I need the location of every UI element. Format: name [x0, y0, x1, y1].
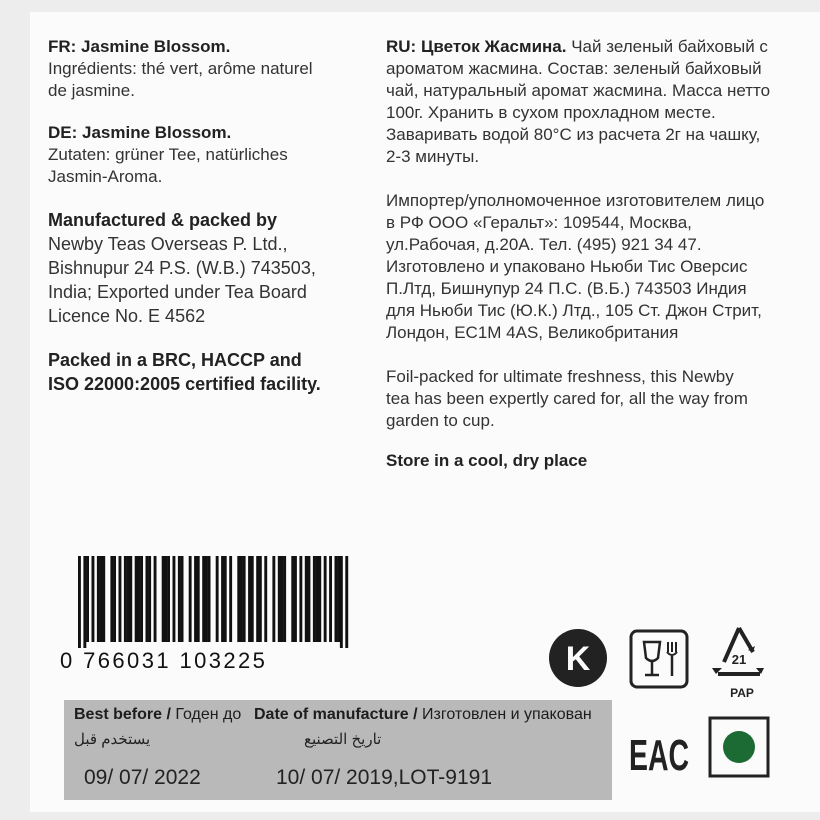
recycle-number: 21: [731, 652, 747, 667]
barcode-bar: [86, 556, 89, 642]
barcode-bar: [256, 556, 259, 642]
barcode-bar: [113, 556, 116, 642]
recycle-triangle-icon: [708, 624, 770, 684]
barcode-bar: [164, 556, 167, 642]
manufacture-arabic: تاريخ التصنيع: [304, 731, 382, 748]
barcode-bar: [324, 556, 327, 642]
importer-line: для Ньюби Тис (Ю.К.) Лтд., 105 Ст. Джон Стрит,: [386, 301, 762, 320]
ru-first-line-rest: Чай зеленый байховый с: [566, 37, 768, 56]
foil-line: Foil-packed for ultimate freshness, this Newby: [386, 367, 734, 386]
barcode-bar: [278, 556, 281, 642]
recycle-code: PAP: [730, 686, 754, 700]
importer-line: П.Лтд, Бишнупур 24 П.С. (В.Б.) 743503 Индия: [386, 279, 747, 298]
barcode-bar: [167, 556, 170, 642]
barcode-bar: [337, 556, 340, 642]
barcode-bar: [208, 556, 211, 642]
barcode-bar: [205, 556, 208, 642]
manufacturer-line: Bishnupur 24 P.S. (W.B.) 743503,: [48, 258, 316, 278]
barcode-bar: [181, 556, 184, 642]
barcode-bar: [305, 556, 308, 642]
ru-section: [386, 36, 806, 168]
barcode-bar: [259, 556, 262, 642]
best-before-label-row: [74, 706, 241, 724]
manufacturer-line: Licence No. E 4562: [48, 306, 206, 326]
barcode-bar: [283, 556, 286, 642]
barcode-bar: [318, 556, 321, 642]
eac-mark-icon: [626, 716, 692, 778]
barcode-bar: [243, 556, 246, 642]
green-dot-icon: [708, 716, 770, 778]
barcode-bar: [127, 556, 130, 642]
de-line: Zutaten: grüner Tee, natürliches: [48, 145, 288, 164]
barcode-bar: [316, 556, 319, 642]
importer-line: Изготовлено и упаковано Ньюби Тис Оверсис: [386, 257, 748, 276]
barcode-bar: [202, 556, 205, 642]
importer-line: в РФ ООО «Геральт»: 109544, Москва,: [386, 213, 692, 232]
de-heading: DE: Jasmine Blossom.: [48, 123, 232, 142]
right-column: [386, 36, 806, 472]
kosher-letter: K: [565, 640, 591, 678]
manufacture-label-row: [254, 706, 592, 724]
barcode-bar: [154, 556, 157, 642]
barcode-bar: [197, 556, 200, 642]
date-panel: [64, 700, 612, 800]
barcode-bar: [272, 556, 275, 642]
lot-number: ,LOT-9191: [392, 766, 493, 789]
barcode-bar: [78, 556, 81, 648]
barcode-bar: [345, 556, 348, 648]
importer-line: ул.Рабочая, д.20А. Тел. (495) 921 34 47.: [386, 235, 702, 254]
barcode-bar: [221, 556, 224, 642]
fr-line: Ingrédients: thé vert, arôme naturel: [48, 59, 313, 78]
barcode-bar: [237, 556, 240, 642]
best-before-label: Best before: [74, 706, 163, 723]
barcode-bar: [92, 556, 95, 642]
barcode-bar: [240, 556, 243, 642]
importer-section: [386, 190, 806, 344]
barcode-bar: [129, 556, 132, 642]
foil-section: [386, 366, 806, 432]
eac-text: EAC: [629, 731, 689, 780]
barcode: [78, 556, 348, 648]
best-before-slash: /: [162, 706, 176, 723]
de-section: [48, 122, 358, 188]
barcode-bar: [229, 556, 232, 642]
barcode-bar: [135, 556, 138, 642]
barcode-bar: [83, 556, 86, 648]
barcode-bar: [140, 556, 143, 642]
barcode-bar: [299, 556, 302, 642]
ru-line: чай, натуральный аромат жасмина. Масса нетто: [386, 81, 771, 100]
barcode-bar: [313, 556, 316, 642]
fr-section: [48, 36, 358, 102]
storage-instruction: Store in a cool, dry place: [386, 451, 588, 470]
barcode-bar: [264, 556, 267, 642]
ru-line: ароматом жасмина. Состав: зеленый байховый: [386, 59, 762, 78]
barcode-bar: [124, 556, 127, 642]
barcode-bar: [335, 556, 338, 642]
barcode-bar: [110, 556, 113, 642]
barcode-bar: [340, 556, 343, 648]
ru-heading: RU: Цветок Жасмина.: [386, 37, 567, 56]
barcode-bar: [100, 556, 103, 642]
manufacture-ru: Изготовлен и упакован: [422, 706, 592, 723]
barcode-bar: [119, 556, 122, 642]
manufacture-value-row: [276, 766, 492, 790]
manufacture-label: Date of manufacture: [254, 706, 409, 723]
left-column: [48, 36, 358, 396]
manufacturer-line: India; Exported under Tea Board: [48, 282, 307, 302]
barcode-bar: [173, 556, 176, 642]
barcode-bar: [189, 556, 192, 642]
barcode-bar: [291, 556, 294, 642]
certification-line: ISO 22000:2005 certified facility.: [48, 374, 321, 394]
ru-line: 2-3 минуты.: [386, 147, 480, 166]
barcode-bar: [281, 556, 284, 642]
barcode-bar: [216, 556, 219, 642]
barcode-bar: [251, 556, 254, 642]
manufacturer-line: Newby Teas Overseas P. Ltd.,: [48, 234, 288, 254]
certification-line: Packed in a BRC, HACCP and: [48, 350, 302, 370]
certification-section: [48, 348, 358, 396]
importer-line: Лондон, EC1M 4AS, Великобритания: [386, 323, 679, 342]
manufacture-value: 10/ 07/ 2019: [276, 766, 393, 789]
manufacture-slash: /: [408, 706, 423, 723]
barcode-bar: [329, 556, 332, 642]
food-safe-glass-fork-icon: [628, 628, 690, 690]
barcode-bar: [224, 556, 227, 642]
manufacturer-heading: Manufactured & packed by: [48, 210, 278, 230]
fr-heading: FR: Jasmine Blossom.: [48, 37, 231, 56]
barcode-bar: [146, 556, 149, 642]
fr-line: de jasmine.: [48, 81, 135, 100]
foil-line: garden to cup.: [386, 411, 495, 430]
foil-line: tea has been expertly cared for, all the way from: [386, 389, 748, 408]
barcode-bar: [178, 556, 181, 642]
barcode-bar: [308, 556, 311, 642]
manufacturer-section: [48, 208, 358, 328]
ru-line: Заваривать водой 80°С из расчета 2г на чашку,: [386, 125, 761, 144]
kosher-k-icon: [546, 626, 610, 690]
de-line: Jasmin-Aroma.: [48, 167, 163, 186]
best-before-arabic: يستخدم قبل: [74, 731, 151, 748]
best-before-ru: Годен до: [175, 706, 242, 723]
best-before-value: 09/ 07/ 2022: [84, 766, 201, 789]
barcode-bar: [194, 556, 197, 642]
importer-line: Импортер/уполномоченное изготовителем лицо: [386, 191, 765, 210]
barcode-digits: 0 766031 103225: [60, 648, 268, 673]
barcode-bar: [97, 556, 100, 642]
barcode-bar: [137, 556, 140, 642]
barcode-bar: [248, 556, 251, 642]
ru-line: 100г. Хранить в сухом прохладном месте.: [386, 103, 716, 122]
barcode-bar: [148, 556, 151, 642]
barcode-bar: [162, 556, 165, 642]
barcode-bar: [294, 556, 297, 642]
barcode-bar: [102, 556, 105, 642]
ru-first-line: [386, 36, 806, 58]
